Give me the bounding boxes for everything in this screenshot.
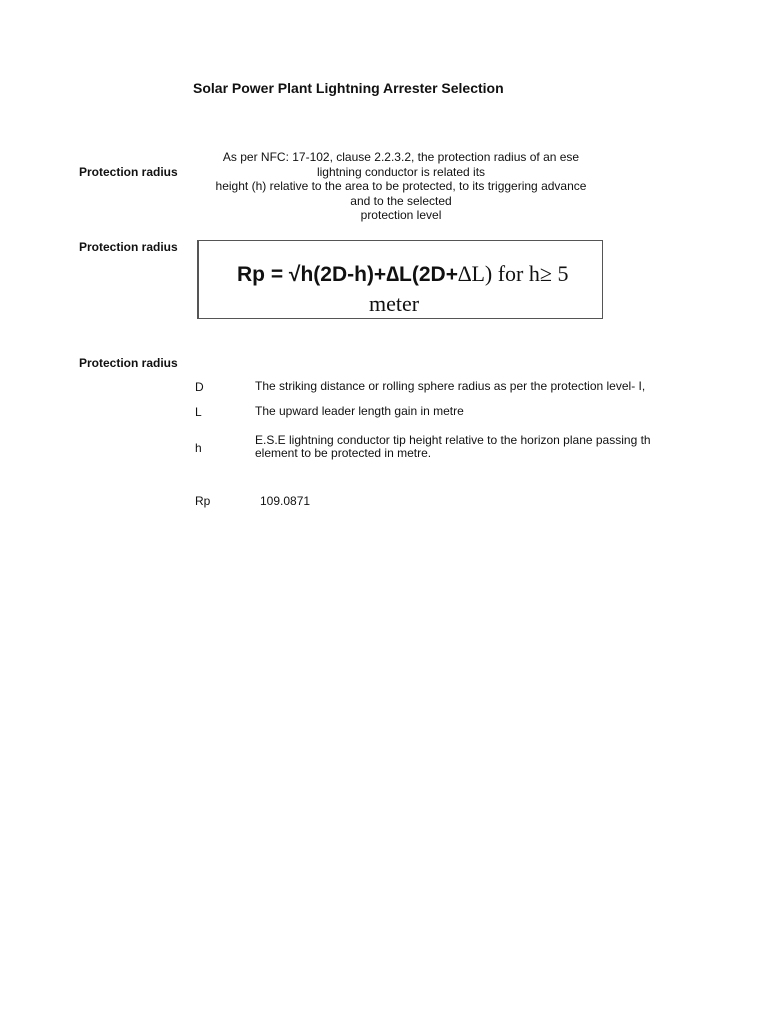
- row-label-protection-radius-2: Protection radius: [79, 240, 178, 254]
- formula-line-1: [237, 261, 568, 287]
- intro-line: and to the selected: [350, 193, 452, 208]
- intro-line: As per NFC: 17-102, clause 2.2.3.2, the protection radius of an ese: [222, 150, 580, 164]
- intro-paragraph: [196, 150, 606, 223]
- formula-image: [197, 240, 603, 319]
- result-symbol-rp: Rp: [195, 494, 211, 508]
- page-title: Solar Power Plant Lightning Arrester Selection: [193, 80, 504, 96]
- description-line: The upward leader length gain in metre: [255, 405, 464, 418]
- formula-lhs: Rp = √h(2D-h)+∆L(2D+: [237, 263, 458, 286]
- intro-line: height (h) relative to the area to be protected, to its triggering advance: [215, 179, 587, 193]
- variable-description-d: [255, 380, 671, 393]
- row-label-protection-radius-1: Protection radius: [79, 165, 178, 179]
- formula-condition: for h≥ 5: [492, 261, 569, 286]
- description-line: The striking distance or rolling sphere radius as per the protection level- I,: [255, 380, 646, 393]
- variable-description-l: [255, 405, 671, 418]
- variable-symbol-d: D: [195, 380, 204, 394]
- description-line: E.S.E lightning conductor tip height relative to the horizon plane passing th: [255, 434, 651, 447]
- variable-symbol-h: h: [195, 441, 202, 455]
- description-line: element to be protected in metre.: [255, 446, 432, 460]
- intro-line: protection level: [360, 208, 442, 222]
- row-label-protection-radius-3: Protection radius: [79, 356, 178, 370]
- intro-line: lightning conductor is related its: [316, 164, 486, 179]
- variable-symbol-l: L: [195, 405, 202, 419]
- variable-description-h: [255, 434, 671, 460]
- formula-delta-l: ∆L): [457, 261, 493, 286]
- formula-line-2: meter: [369, 291, 420, 316]
- result-value-rp: 109.0871: [260, 494, 311, 508]
